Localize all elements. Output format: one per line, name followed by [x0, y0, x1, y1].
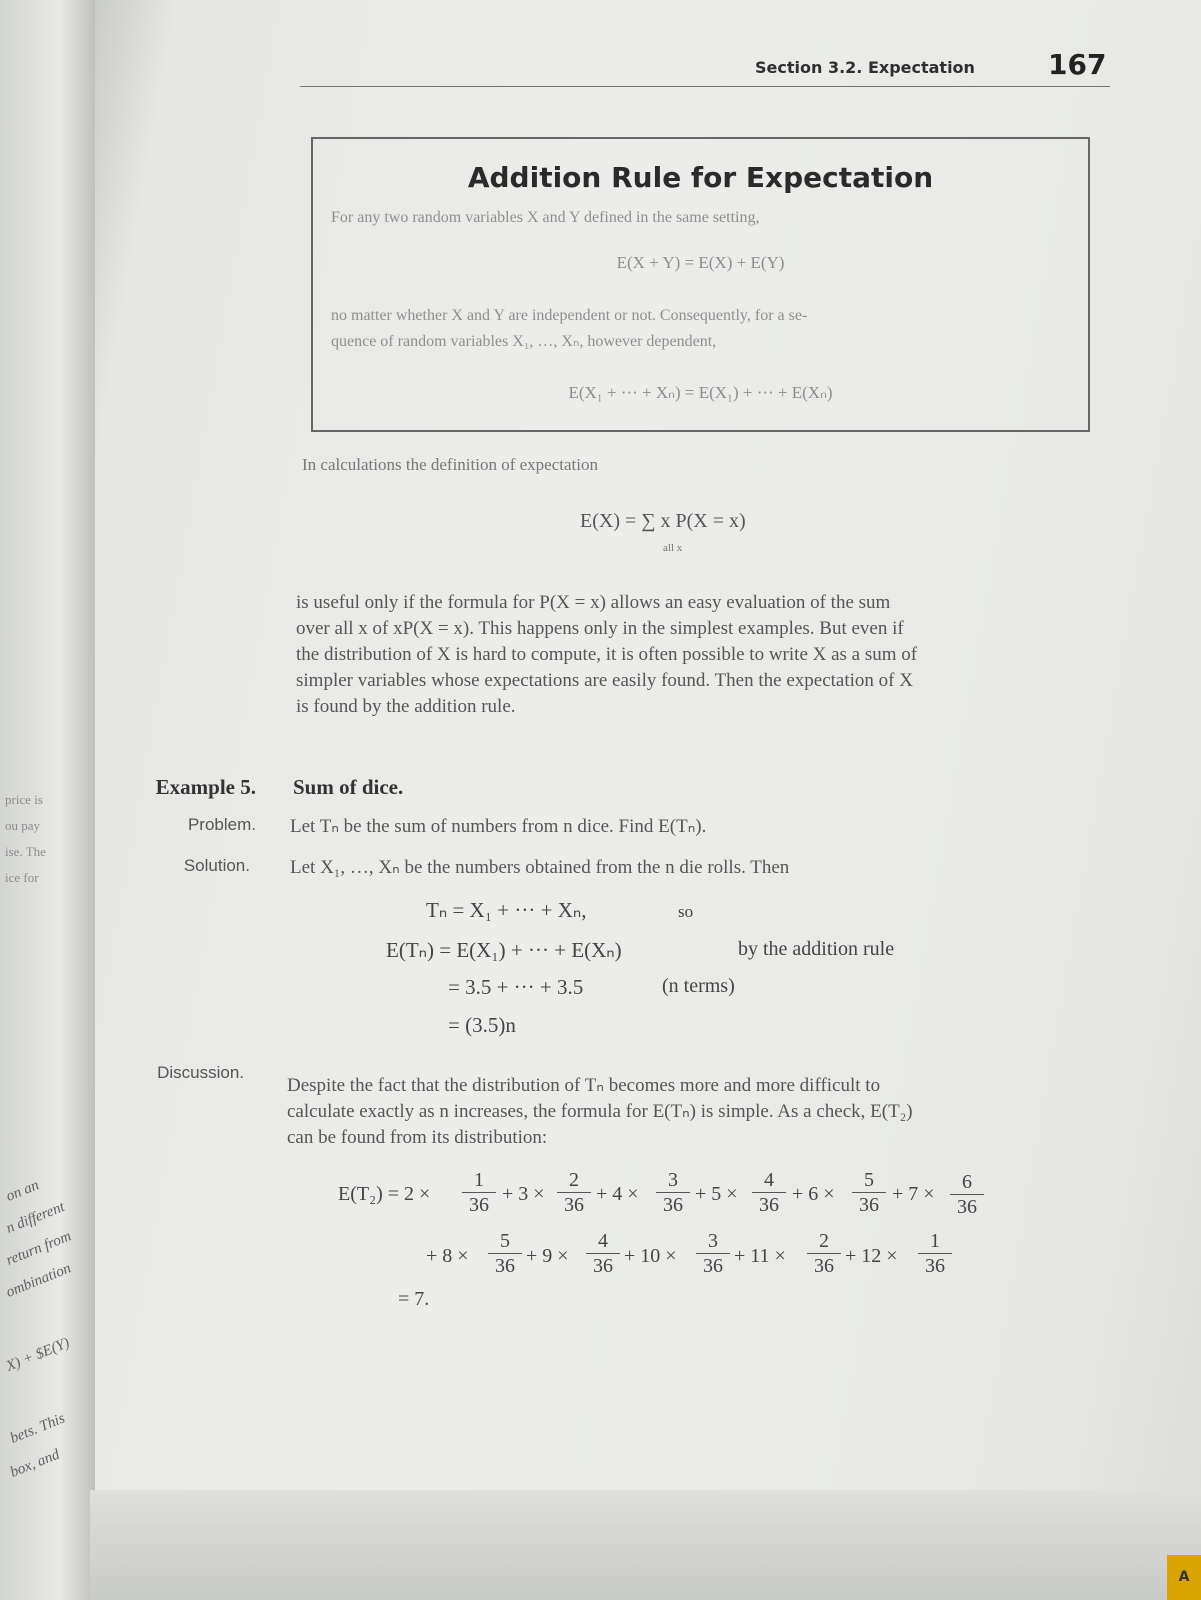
problem-label: Problem.: [187, 815, 256, 834]
discussion-line: Despite the fact that the distribution of Tₙ becomes more and more difficult to: [287, 1075, 881, 1096]
left-fragment: on an: [4, 1177, 42, 1205]
box-text-line: no matter whether X and Y are independent or not. Consequently, for a se-: [331, 307, 808, 324]
discussion-line: calculate exactly as n increases, the formula for E(Tₙ) is simple. As a check, E(T₂): [287, 1101, 913, 1122]
paragraph-line: is found by the addition rule.: [296, 696, 516, 717]
fraction: $\frac{5}{36}$: [488, 1229, 522, 1278]
paragraph-line: is useful only if the formula for P(X = x) allows an easy evaluation of the sum: [296, 592, 891, 613]
fraction: $\frac{2}{36}$: [557, 1168, 591, 1217]
box-equation: E(X₁ + ··· + Xₙ) = E(X₁) + ··· + E(Xₙ): [568, 383, 833, 402]
solution-label: Solution.: [183, 856, 250, 875]
et2-operator: + 7 ×: [892, 1183, 935, 1205]
fraction: $\frac{4}{36}$: [586, 1229, 620, 1278]
et2-operator: + 9 ×: [526, 1245, 569, 1267]
example-title: Sum of dice.: [293, 775, 404, 799]
left-fragment: price is: [5, 792, 43, 807]
et2-operator: + 10 ×: [624, 1245, 677, 1267]
discussion-line: can be found from its distribution:: [287, 1127, 548, 1148]
discussion-label: Discussion.: [157, 1063, 244, 1082]
left-fragment: return from: [4, 1228, 74, 1269]
left-page-edge: [0, 0, 100, 1600]
box-text-line: For any two random variables X and Y defined in the same setting,: [331, 209, 760, 226]
addition-rule-box: [311, 137, 1090, 432]
index-tab: A: [1167, 1555, 1201, 1600]
left-fragment: ice for: [5, 870, 39, 885]
section-header: Section 3.2. Expectation: [755, 58, 975, 77]
derivation-line: Tₙ = X₁ + ··· + Xₙ,: [426, 898, 587, 922]
fraction: $\frac{5}{36}$: [852, 1168, 886, 1217]
solution-text: Let X₁, …, Xₙ be the numbers obtained from the n die rolls. Then: [290, 857, 790, 878]
fraction: $\frac{1}{36}$: [462, 1168, 496, 1217]
left-fragment: ou pay: [5, 818, 41, 833]
et2-operator: + 11 ×: [734, 1245, 786, 1267]
problem-text: Let Tₙ be the sum of numbers from n dice. Find E(Tₙ).: [290, 816, 707, 837]
sum-subscript: all x: [663, 542, 683, 554]
page-bottom-edge: [90, 1490, 1201, 1600]
box-equation: E(X + Y) = E(X) + E(Y): [616, 253, 785, 272]
paragraph-line: the distribution of X is hard to compute, it is often possible to write X as a sum of: [296, 644, 918, 665]
left-fragment: box, and: [8, 1446, 62, 1481]
fraction: $\frac{3}{36}$: [656, 1168, 690, 1217]
fraction: $\frac{2}{36}$: [807, 1229, 841, 1278]
left-fragment: bets. This: [8, 1410, 68, 1447]
et2-operator: + 12 ×: [845, 1245, 898, 1267]
fraction: $\frac{6}{36}$: [950, 1170, 984, 1219]
left-fragment: ombination: [4, 1260, 74, 1301]
et2-operator: + 6 ×: [792, 1183, 835, 1205]
et2-operator: + 5 ×: [695, 1183, 738, 1205]
derivation-line: = 3.5 + ··· + 3.5: [448, 975, 584, 999]
box-title: Addition Rule for Expectation: [467, 161, 934, 194]
header-rule: [300, 86, 1110, 87]
left-fragment: X) + $E(Y): [4, 1334, 72, 1375]
left-fragment: n different: [4, 1198, 68, 1237]
derivation-note: by the addition rule: [738, 938, 895, 960]
explanation-paragraph: [296, 590, 1116, 720]
derivation-line: = (3.5)n: [448, 1013, 516, 1037]
discussion-paragraph: [287, 1073, 1127, 1151]
et2-operator: + 4 ×: [596, 1183, 639, 1205]
derivation-note: (n terms): [662, 975, 735, 997]
fraction: $\frac{4}{36}$: [752, 1168, 786, 1217]
et2-result: = 7.: [398, 1288, 430, 1310]
definition-equation: E(X) = ∑ x P(X = x): [580, 510, 746, 532]
paragraph-line: simpler variables whose expectations are easily found. Then the expectation of X: [296, 670, 913, 691]
box-text-line: quence of random variables X₁, …, Xₙ, however dependent,: [331, 333, 717, 350]
page-number: 167: [1048, 48, 1107, 81]
derivation-line: E(Tₙ) = E(X₁) + ··· + E(Xₙ): [386, 938, 622, 962]
et2-operator: + 3 ×: [502, 1183, 545, 1205]
et2-row1-prefix: E(T₂) = 2 ×: [338, 1183, 431, 1205]
derivation-note: so: [678, 902, 694, 921]
intro-text: In calculations the definition of expectation: [302, 455, 598, 474]
paragraph-line: over all x of xP(X = x). This happens only in the simplest examples. But even if: [296, 618, 904, 639]
left-fragment: ise. The: [5, 844, 46, 859]
example-label: Example 5.: [155, 775, 256, 799]
et2-row2-prefix: + 8 ×: [426, 1245, 469, 1267]
fraction: $\frac{3}{36}$: [696, 1229, 730, 1278]
fraction: $\frac{1}{36}$: [918, 1229, 952, 1278]
